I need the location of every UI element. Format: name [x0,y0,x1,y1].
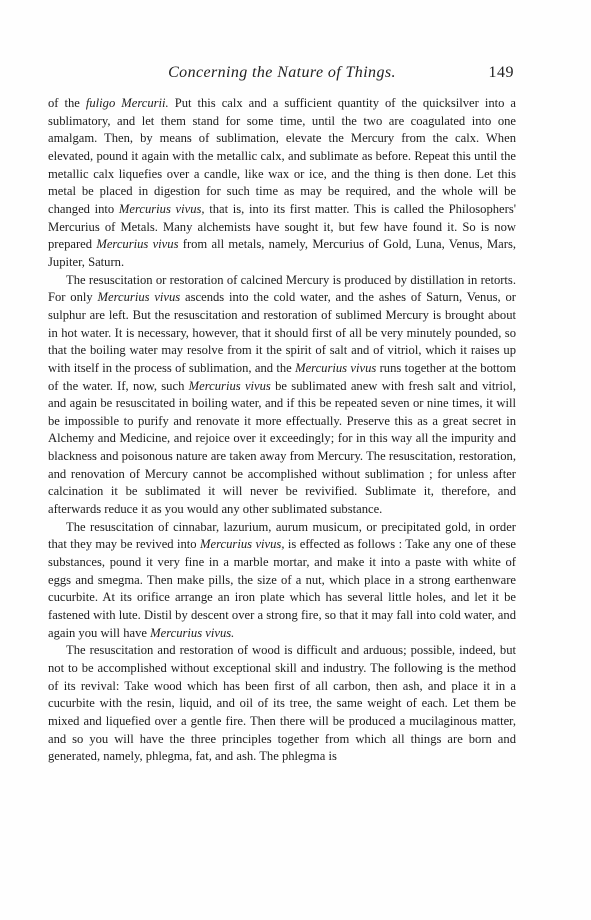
text-run: from all metals, namely, Mercurius of Gold, Luna, Venus, Mars, Jupiter, Saturn. [48,237,516,269]
italic-text: Mercurius vivus [295,360,377,375]
italic-text: Mercurius vivus, [200,537,285,552]
paragraph [48,95,516,272]
running-head [48,64,516,88]
text-run: The resuscitation or restoration of calcined Mercury is produced by distillation in retorts. For only [48,272,516,305]
text-run: Put this calx and a sufficient quantity of the quicksilver into a sublimatory, and let them stand for some time, until the two are coagulated into one amalgam. Then, by means of sublimation, elevate the Mercury from the calx. When elevated, pound it again with the metallic calx, and sublimate as before. Repeat this until the metallic calx liquefies over a candle, like wax or ice, and the thing is then done. Let this metal be placed in digestion for such time as may be required, and the whole will be changed into [48,96,517,216]
italic-text: Mercurius vivus. [150,625,235,640]
text-run: that is, into its first matter. This is called the Philosophers' Mercurius of Metals. Many alchemists have sought it, but few have found it. So is now prepared [48,201,516,252]
italic-text: Mercurius vivus [97,290,181,305]
text-run: be sublimated anew with fresh salt and vitriol, and again be resuscitated in boiling water, and if this be repeated seven or nine times, it will be impossible to purify and renovate it more effectually. Preserve this as a great secret in Alchemy and Medicine, and rejoice over it exceedingly; for in this way all the impurity and blackness and poisonous nature are taken away from Mercury. The resuscitation, restoration, and renovation of Mercury cannot be accomplished without sublimation ; for unless after calcination it be sublimated it will never be revivified. Sublimate it, therefore, and afterwards reduce it as you would any other sublimated substance. [48,378,517,517]
paragraph [48,272,516,519]
running-title: Concerning the Nature of Things. [168,64,396,81]
italic-text: Mercurius vivus [96,237,179,252]
body-text [48,95,516,766]
text-run: ascends into the cold water, and the ashes of Saturn, Venus, or sulphur are left. But the resuscitation and restoration of sublimed Mercury is brought about in hot water. It is necessary, however, that it should first of all be very minutely pounded, so that the boiling water may resolve from it the spirit of salt and of vitriol, which it raises up with itself in the process of sublimation, and the [48,290,516,375]
text-run: is effected as follows : Take any one of these substances, pound it very fine in a marble mortar, and make it into a paste with white of eggs and smegma. Then make pills, the size of a nut, which place in a strong earthenware cucurbite. At its orifice arrange an iron plate which has several little holes, and let it be fastened with lute. Distil by descent over a strong fire, so that it may fall into cold water, and again you will have [48,537,516,640]
italic-text: Mercurius vivus, [118,201,205,216]
text-run: The resuscitation of cinnabar, lazurium, aurum musicum, or precipitated gold, in order that they may be revived into [48,519,516,552]
text-run: of the [48,96,86,110]
italic-text: Mercurius vivus [188,378,271,393]
paragraph [48,519,516,643]
text-run: The resuscitation and restoration of wood is difficult and arduous; possible, indeed, but not to be accomplished without exceptional skill and industry. The following is the method of its revival: Take wood which has been first of all carbon, then ash, and place it in a cucurbite with the resin, liquid, and oil of its tree, the same weight of each. Let them be mixed and liquefied over a gentle fire. Then there will be produced a mucilaginous matter, and so you will have the three principles together from which all things are born and generated, namely, phlegma, fat, and ash. The phlegma is [48,643,516,764]
page-number: 149 [488,64,514,81]
paragraph [48,642,516,766]
italic-text: fuligo Mercurii. [85,96,169,110]
text-run: runs together at the bottom of the water. If, now, such [48,360,516,393]
